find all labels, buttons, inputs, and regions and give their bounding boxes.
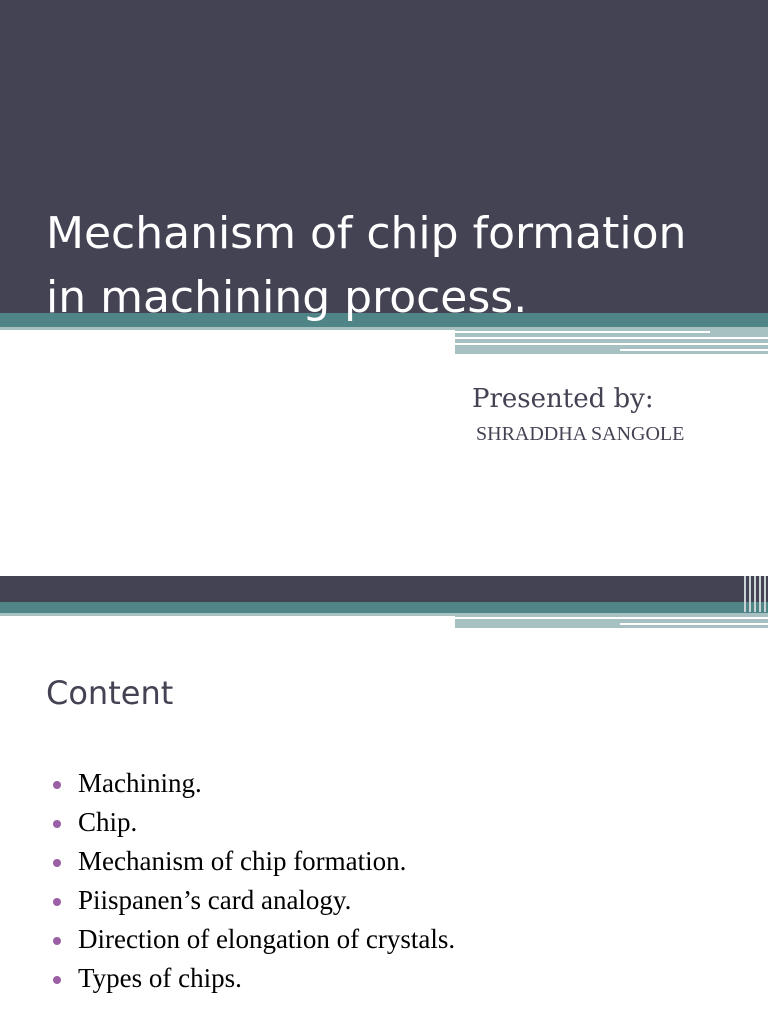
accent-line bbox=[455, 331, 710, 333]
title-line-1: Mechanism of chip formation bbox=[46, 208, 687, 259]
list-item bbox=[50, 803, 455, 842]
bullet-dot-icon bbox=[53, 937, 61, 945]
accent-line bbox=[620, 349, 768, 351]
content-heading: Content bbox=[46, 674, 174, 712]
content-bullet-list bbox=[50, 764, 455, 998]
slide-title bbox=[46, 202, 746, 330]
list-item-text: Chip. bbox=[78, 807, 138, 837]
list-item bbox=[50, 959, 455, 998]
accent-line bbox=[455, 343, 768, 345]
list-item bbox=[50, 920, 455, 959]
bullet-dot-icon bbox=[53, 898, 61, 906]
pale-accent-stripe bbox=[0, 613, 455, 616]
author-name: SHRADDHA SANGOLE bbox=[476, 423, 685, 445]
list-item-text: Direction of elongation of crystals. bbox=[78, 924, 456, 954]
bullet-dot-icon bbox=[53, 781, 61, 789]
list-item bbox=[50, 842, 455, 881]
accent-line bbox=[620, 623, 768, 625]
bullet-dot-icon bbox=[53, 859, 61, 867]
pale-accent-block bbox=[455, 613, 768, 628]
accent-line bbox=[455, 337, 768, 339]
corner-decoration bbox=[744, 576, 768, 612]
list-item-text: Piispanen’s card analogy. bbox=[78, 885, 352, 915]
list-item-text: Machining. bbox=[78, 768, 202, 798]
title-line-2: in machining process. bbox=[46, 272, 528, 323]
presented-by-label: Presented by: bbox=[472, 384, 654, 414]
list-item bbox=[50, 881, 455, 920]
list-item bbox=[50, 764, 455, 803]
content-header-band bbox=[0, 576, 768, 602]
content-slide bbox=[0, 576, 768, 1024]
bullet-dot-icon bbox=[53, 820, 61, 828]
bullet-dot-icon bbox=[53, 976, 61, 984]
teal-accent-stripe bbox=[0, 602, 768, 613]
list-item-text: Types of chips. bbox=[78, 963, 242, 993]
accent-line bbox=[455, 617, 768, 619]
list-item-text: Mechanism of chip formation. bbox=[78, 846, 407, 876]
